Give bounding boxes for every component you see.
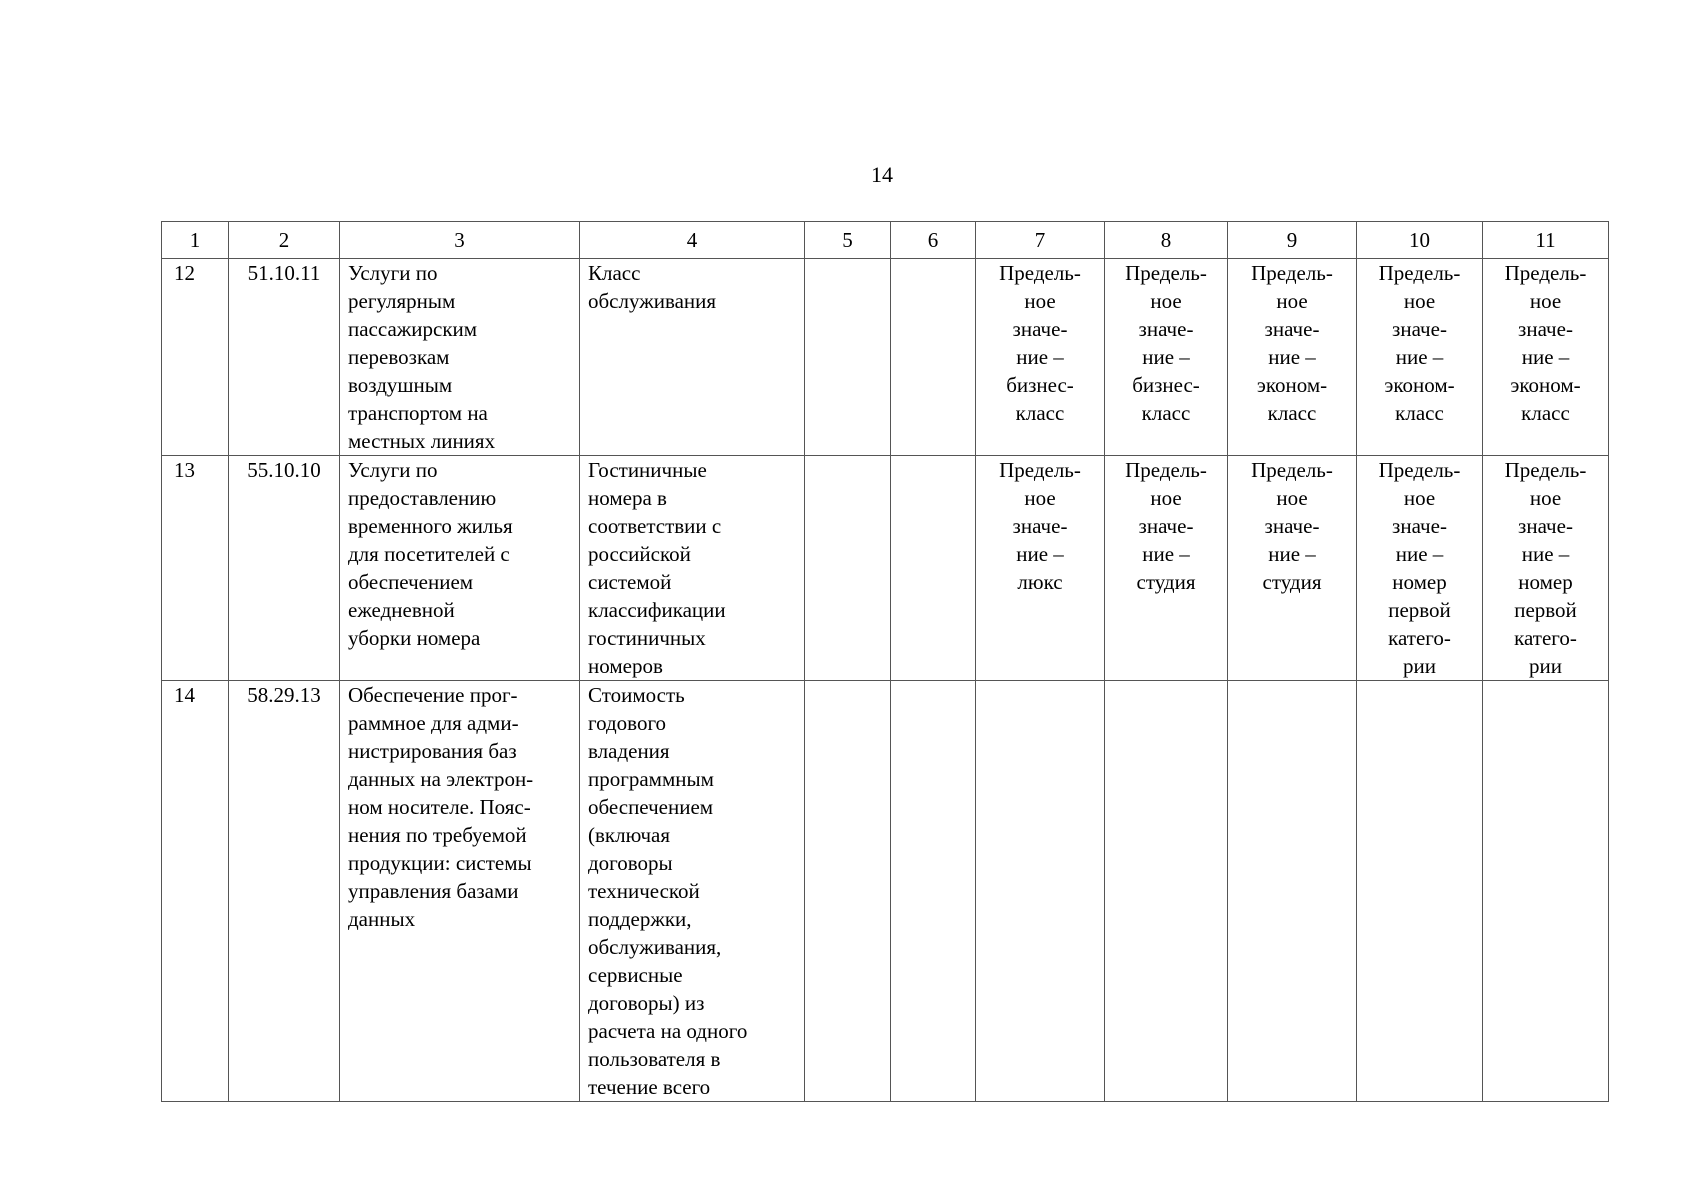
- col5-cell: [805, 259, 891, 456]
- code-cell: 51.10.11: [229, 259, 340, 456]
- col6-cell: [891, 456, 976, 681]
- col5-cell: [805, 681, 891, 1102]
- col11-cell: [1483, 681, 1609, 1102]
- col8-cell: [1105, 681, 1228, 1102]
- page-number: 14: [871, 162, 893, 187]
- col5-cell: [805, 456, 891, 681]
- characteristic-cell: Гостиничные номера в соответствии с российской системой классификации гостиничных номеров: [580, 456, 805, 681]
- characteristic-cell: Класс обслуживания: [580, 259, 805, 456]
- header-cell: 5: [805, 222, 891, 259]
- name-cell: Услуги по предоставлению временного жилья для посетителей с обеспечением ежедневной уборки номера: [340, 456, 580, 681]
- col9-cell: [1228, 681, 1357, 1102]
- col10-cell: Предель- ное значе- ние – эконом- класс: [1357, 259, 1483, 456]
- header-cell: 6: [891, 222, 976, 259]
- header-cell: 7: [976, 222, 1105, 259]
- table-row: [162, 681, 1609, 1102]
- header-cell: 4: [580, 222, 805, 259]
- characteristic-cell: Стоимость годового владения программным обеспечением (включая договоры технической поддержки, обслуживания, сервисные договоры) из расчета на одного пользователя в течение всего: [580, 681, 805, 1102]
- table-row: [162, 456, 1609, 681]
- col6-cell: [891, 259, 976, 456]
- code-cell: 58.29.13: [229, 681, 340, 1102]
- col8-cell: Предель- ное значе- ние – бизнес- класс: [1105, 259, 1228, 456]
- col7-cell: Предель- ное значе- ние – бизнес- класс: [976, 259, 1105, 456]
- header-cell: 9: [1228, 222, 1357, 259]
- name-cell: Услуги по регулярным пассажирским перевозкам воздушным транспортом на местных линиях: [340, 259, 580, 456]
- table-row: [162, 259, 1609, 456]
- header-cell: 3: [340, 222, 580, 259]
- header-cell: 2: [229, 222, 340, 259]
- col9-cell: Предель- ное значе- ние – эконом- класс: [1228, 259, 1357, 456]
- name-cell: Обеспечение прог- раммное для адми- нистрирования баз данных на электрон- ном носителе. Пояс- нения по требуемой продукции: системы управления базами данных: [340, 681, 580, 1102]
- col11-cell: Предель- ное значе- ние – номер первой катего- рии: [1483, 456, 1609, 681]
- header-cell: 1: [162, 222, 229, 259]
- data-table: [161, 221, 1609, 1102]
- col10-cell: Предель- ное значе- ние – номер первой катего- рии: [1357, 456, 1483, 681]
- col7-cell: [976, 681, 1105, 1102]
- col11-cell: Предель- ное значе- ние – эконом- класс: [1483, 259, 1609, 456]
- header-cell: 11: [1483, 222, 1609, 259]
- header-cell: 10: [1357, 222, 1483, 259]
- row-number-cell: 13: [162, 456, 229, 681]
- table-header-row: [162, 222, 1609, 259]
- row-number-cell: 12: [162, 259, 229, 456]
- col9-cell: Предель- ное значе- ние – студия: [1228, 456, 1357, 681]
- header-cell: 8: [1105, 222, 1228, 259]
- code-cell: 55.10.10: [229, 456, 340, 681]
- col8-cell: Предель- ное значе- ние – студия: [1105, 456, 1228, 681]
- row-number-cell: 14: [162, 681, 229, 1102]
- col7-cell: Предель- ное значе- ние – люкс: [976, 456, 1105, 681]
- col6-cell: [891, 681, 976, 1102]
- col10-cell: [1357, 681, 1483, 1102]
